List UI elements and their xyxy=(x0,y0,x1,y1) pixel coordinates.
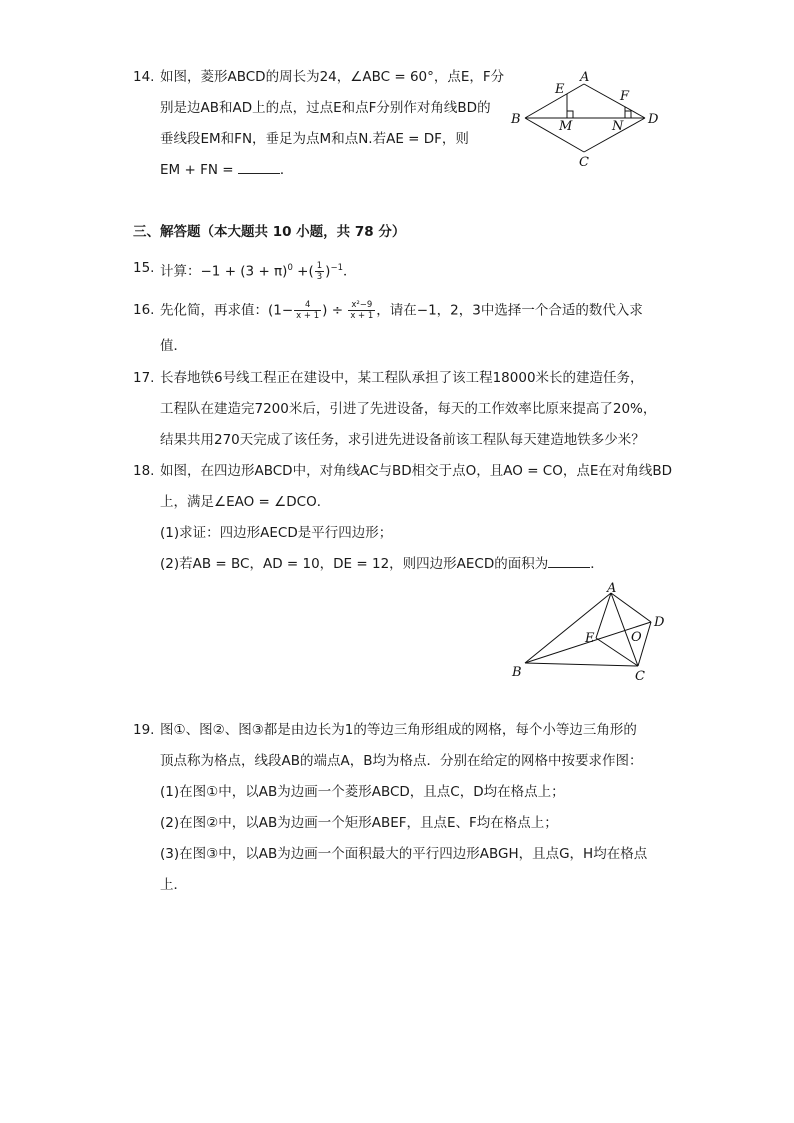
fig14-label-N: N xyxy=(612,119,624,134)
q14-line-4-text: EM + FN = xyxy=(160,162,238,178)
q18-part-2-end: ． xyxy=(590,556,604,572)
fig14-label-B: B xyxy=(511,112,521,127)
q14-number: 14. xyxy=(133,69,155,85)
q15-mid: +( xyxy=(292,263,314,280)
q18-part-2-text: (2)若AB = BC，AD = 10，DE = 12，则四边形AECD的面积为 xyxy=(160,556,549,572)
answer-blank xyxy=(238,161,280,174)
q16-prefix: 先化简，再求值：(1− xyxy=(160,302,294,319)
answer-blank xyxy=(548,555,590,568)
q19-part-1: (1)在图①中，以AB为边画一个菱形ABCD，且点C，D均在格点上； xyxy=(160,784,565,800)
quadrilateral-figure xyxy=(505,580,680,685)
fig14-label-D: D xyxy=(648,112,659,127)
q18-part-2 xyxy=(160,554,604,574)
q15-exponent-zero: 0 xyxy=(287,263,293,273)
q16-number: 16. xyxy=(133,302,155,318)
q15-close: ) xyxy=(325,263,331,280)
fig18-label-A: A xyxy=(607,581,617,596)
fig14-label-M: M xyxy=(559,119,573,134)
q16-f1-denominator: x + 1 xyxy=(296,311,320,321)
q19-line-1: 图①、图②、图③都是由边长为1的等边三角形组成的网格，每个小等边三角形的 xyxy=(160,722,637,738)
q16-f1-numerator: 4 xyxy=(294,300,321,311)
fig14-label-C: C xyxy=(579,155,589,170)
fig18-label-B: B xyxy=(512,665,522,680)
q16-fraction-2 xyxy=(348,300,375,321)
q15-end: ． xyxy=(342,263,357,280)
q16-f2-denominator: x + 1 xyxy=(350,311,374,321)
q15-exponent-neg: −1 xyxy=(330,263,343,273)
section-heading: 三、解答题（本大题共 10 小题，共 78 分） xyxy=(133,224,406,240)
q19-part-3: (3)在图③中，以AB为边画一个面积最大的平行四边形ABGH，且点G，H均在格点 xyxy=(160,846,648,862)
q14-line-2: 别是边AB和AD上的点，过点E和点F分别作对角线BD的 xyxy=(160,100,491,116)
q17-line-1: 长春地铁6号线工程正在建设中，某工程队承担了该工程18000米长的建造任务， xyxy=(160,370,644,386)
q18-line-2: 上，满足∠EAO = ∠DCO． xyxy=(160,494,331,510)
q16-line-2: 值． xyxy=(160,338,187,354)
q18-line-1: 如图，在四边形ABCD中，对角线AC与BD相交于点O，且AO = CO，点E在对角线BD xyxy=(160,463,673,479)
q18-part-1: (1)求证：四边形AECD是平行四边形； xyxy=(160,525,393,541)
q19-part-2: (2)在图②中，以AB为边画一个矩形ABEF，且点E、F均在格点上； xyxy=(160,815,558,831)
q19-line-2: 顶点称为格点，线段AB的端点A，B均为格点．分别在给定的网格中按要求作图： xyxy=(160,753,643,769)
rhombus-figure xyxy=(505,68,675,172)
fig18-label-O: O xyxy=(631,630,642,645)
q15-fraction-denominator: 3 xyxy=(316,272,323,282)
q19-part-3-cont: 上． xyxy=(160,877,187,893)
q16-f2-numerator: x²−9 xyxy=(348,300,375,311)
q16-mid: ) ÷ xyxy=(322,302,348,319)
fig18-label-C: C xyxy=(635,669,645,684)
q17-line-3: 结果共用270天完成了该任务，求引进先进设备前该工程队每天建造地铁多少米？ xyxy=(160,432,645,448)
q16-fraction-1 xyxy=(294,300,321,321)
q16-line-1 xyxy=(160,300,643,321)
fig14-label-A: A xyxy=(580,70,590,85)
q15-prefix: 计算：−1 + (3 + π) xyxy=(160,263,288,280)
q14-line-1: 如图，菱形ABCD的周长为24，∠ABC = 60°，点E，F分 xyxy=(160,69,505,85)
fig14-label-E: E xyxy=(555,82,565,97)
q15-number: 15. xyxy=(133,260,155,276)
q19-number: 19. xyxy=(133,722,155,738)
q15-fraction-numerator: 1 xyxy=(316,261,323,271)
q15-fraction xyxy=(315,261,324,282)
fig18-label-E: E xyxy=(585,631,595,646)
q14-line-3: 垂线段EM和FN，垂足为点M和点N.若AE = DF，则 xyxy=(160,131,469,147)
q14-line-4 xyxy=(160,160,293,180)
fig18-label-D: D xyxy=(654,615,665,630)
q14-line-4-end: ． xyxy=(279,162,294,178)
q18-number: 18. xyxy=(133,463,155,479)
fig14-label-F: F xyxy=(620,89,630,104)
q17-number: 17. xyxy=(133,370,155,386)
q16-suffix: ，请在−1，2，3中选择一个合适的数代入求 xyxy=(376,302,643,319)
q15-expression xyxy=(160,258,356,282)
q17-line-2: 工程队在建造完7200米后，引进了先进设备，每天的工作效率比原来提高了20%， xyxy=(160,401,657,417)
